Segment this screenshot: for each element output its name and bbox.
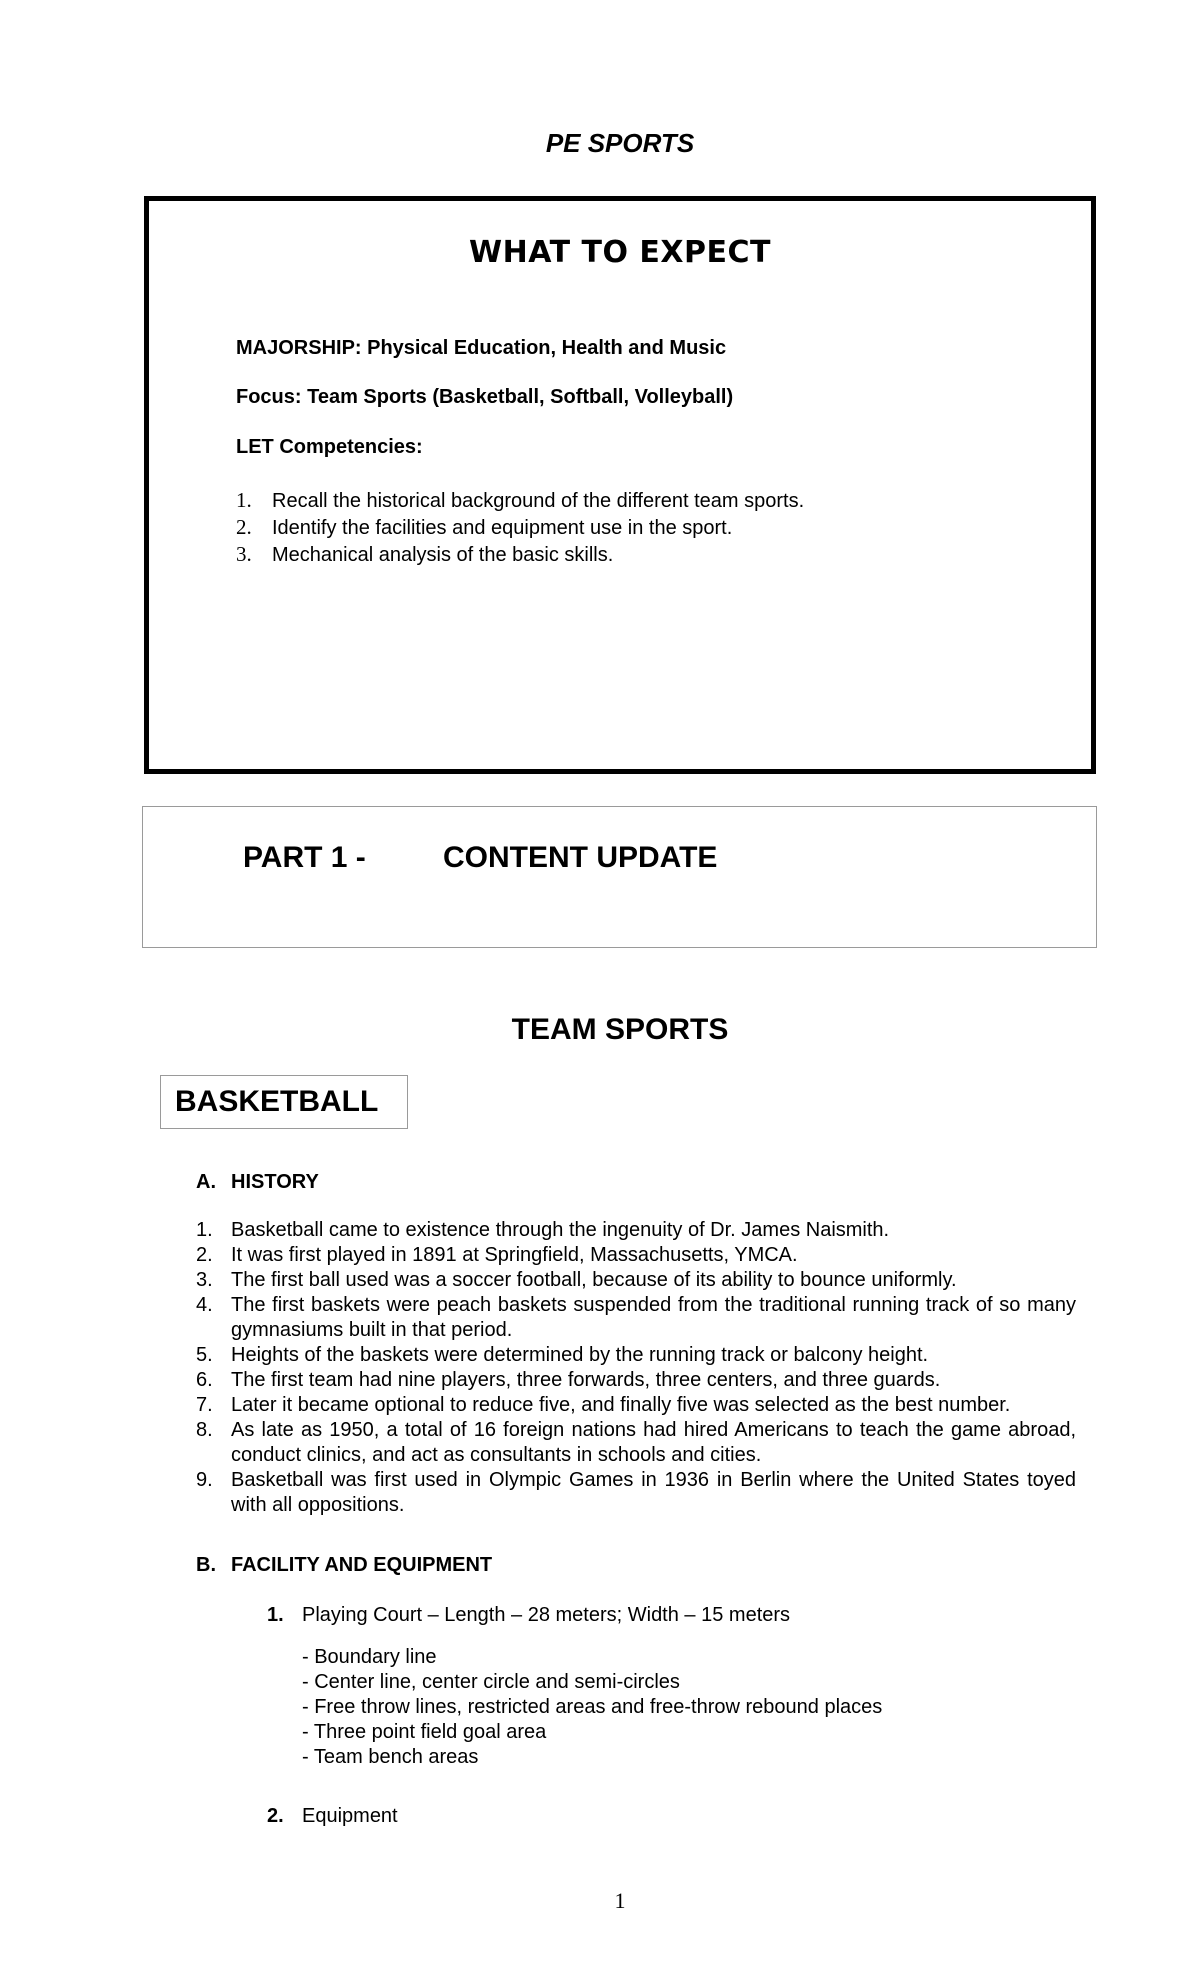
history-item <box>196 1243 1076 1268</box>
competency-number: 2. <box>236 515 252 539</box>
what-to-expect-title: WHAT TO EXPECT <box>469 235 771 270</box>
court-part-item: - Boundary line <box>302 1646 437 1668</box>
equipment-text: Equipment <box>302 1805 398 1827</box>
competencies-label: LET Competencies: <box>236 436 423 458</box>
equipment-number: 2. <box>267 1805 284 1827</box>
playing-court-text: Playing Court – Length – 28 meters; Width – 15 meters <box>302 1604 791 1626</box>
history-item-number: 5. <box>196 1344 213 1366</box>
court-parts-list <box>302 1645 882 1770</box>
court-part-item: - Center line, center circle and semi-circles <box>302 1671 680 1693</box>
competency-number: 1. <box>236 488 252 512</box>
history-item-text: The first baskets were peach baskets suspended from the traditional running track of so many gymnasiums built in that period. <box>231 1294 1076 1341</box>
history-item-number: 7. <box>196 1394 213 1416</box>
part-label: PART 1 - <box>243 841 366 874</box>
facility-heading <box>196 1554 492 1577</box>
court-part-item: - Free throw lines, restricted areas and free-throw rebound places <box>302 1696 883 1718</box>
history-heading <box>196 1171 319 1194</box>
history-item <box>196 1418 1076 1468</box>
history-item <box>196 1218 1076 1243</box>
competency-number: 3. <box>236 542 252 566</box>
what-to-expect-box <box>144 196 1096 774</box>
history-item-number: 1. <box>196 1219 213 1241</box>
competencies-list <box>236 487 804 568</box>
part-title: CONTENT UPDATE <box>443 841 718 874</box>
history-list <box>196 1218 1076 1518</box>
history-item-text: The first team had nine players, three forwards, three centers, and three guards. <box>231 1369 941 1391</box>
history-item-number: 9. <box>196 1469 213 1491</box>
facility-heading-text: FACILITY AND EQUIPMENT <box>231 1554 493 1576</box>
history-item-number: 3. <box>196 1269 213 1291</box>
equipment-item <box>267 1805 398 1828</box>
history-item-number: 6. <box>196 1369 213 1391</box>
page-number: 1 <box>614 1888 626 1913</box>
competency-text: Identify the facilities and equipment use in the sport. <box>272 517 733 539</box>
team-sports-heading: TEAM SPORTS <box>511 1013 729 1046</box>
playing-court-item <box>267 1604 790 1627</box>
history-item-number: 2. <box>196 1244 213 1266</box>
history-item <box>196 1268 1076 1293</box>
history-item <box>196 1293 1076 1343</box>
history-item <box>196 1368 1076 1393</box>
court-part-item: - Team bench areas <box>302 1746 479 1768</box>
competency-item <box>236 514 804 541</box>
basketball-heading-box: BASKETBALL <box>160 1075 408 1129</box>
history-heading-text: HISTORY <box>231 1171 319 1193</box>
history-item-text: As late as 1950, a total of 16 foreign nations had hired Americans to teach the game abroad, conduct clinics, and act as consultants in schools and cities. <box>231 1419 1076 1466</box>
playing-court-number: 1. <box>267 1604 284 1626</box>
competency-item <box>236 487 804 514</box>
facility-letter: B. <box>196 1554 216 1576</box>
competency-text: Recall the historical background of the different team sports. <box>272 490 805 512</box>
competency-text: Mechanical analysis of the basic skills. <box>272 544 614 566</box>
majorship-line: MAJORSHIP: Physical Education, Health and Music <box>236 337 727 359</box>
history-item <box>196 1393 1076 1418</box>
history-letter: A. <box>196 1171 216 1193</box>
history-item-number: 8. <box>196 1419 213 1441</box>
competency-item <box>236 541 804 568</box>
history-item <box>196 1468 1076 1518</box>
history-item-text: Heights of the baskets were determined by the running track or balcony height. <box>231 1344 929 1366</box>
history-item-text: Later it became optional to reduce five, and finally five was selected as the best number. <box>231 1394 1011 1416</box>
history-item-text: It was first played in 1891 at Springfield, Massachusetts, YMCA. <box>231 1244 798 1266</box>
history-item-text: Basketball came to existence through the ingenuity of Dr. James Naismith. <box>231 1219 890 1241</box>
history-item <box>196 1343 1076 1368</box>
history-item-text: The first ball used was a soccer football, because of its ability to bounce uniformly. <box>231 1269 957 1291</box>
history-item-number: 4. <box>196 1294 213 1316</box>
history-item-text: Basketball was first used in Olympic Games in 1936 in Berlin where the United States toyed with all oppositions. <box>231 1469 1076 1516</box>
focus-line: Focus: Team Sports (Basketball, Softball, Volleyball) <box>236 386 734 408</box>
document-title: PE SPORTS <box>545 128 695 158</box>
part-heading-box <box>142 806 1097 948</box>
court-part-item: - Three point field goal area <box>302 1721 547 1743</box>
